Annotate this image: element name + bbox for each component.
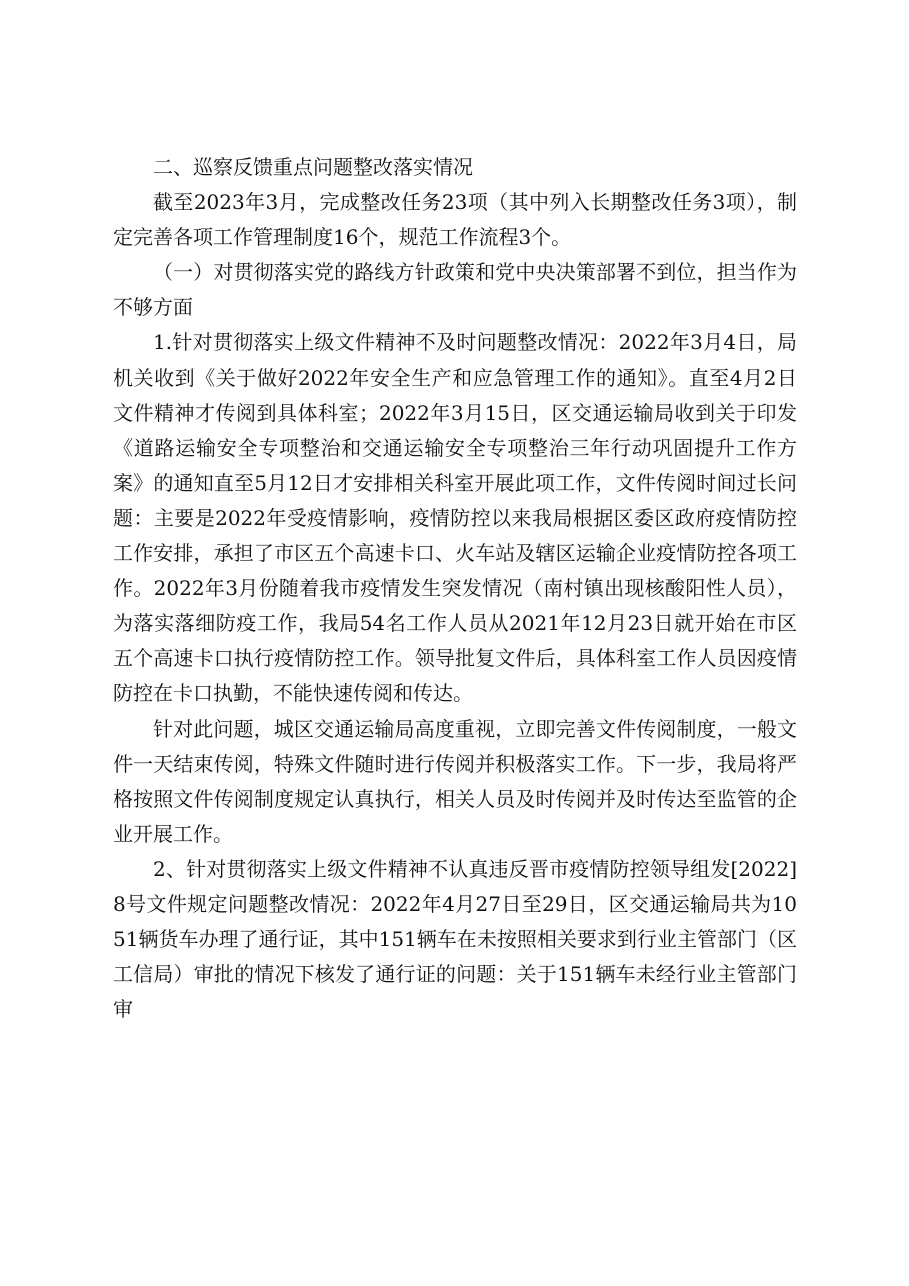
document-body: [113, 150, 797, 1027]
section-heading: 二、巡察反馈重点问题整改落实情况: [153, 155, 473, 179]
item-2-paragraph: 2、针对贯彻落实上级文件精神不认真违反晋市疫情防控领导组发[2022]8号文件规定问题整改情况：2022年4月27日至29日，区交通运输局共为1051辆货车办理了通行证，其中151辆车在未按照相关要求到行业主管部门（区工信局）审批的情况下核发了通行证的问题：关于151辆车未经行业主管部门审: [113, 856, 797, 1022]
summary-paragraph: 截至2023年3月，完成整改任务23项（其中列入长期整改任务3项），制定完善各项工作管理制度16个，规范工作流程3个。: [113, 190, 797, 250]
item-1-paragraph: 1.针对贯彻落实上级文件精神不及时问题整改情况：2022年3月4日，局机关收到《关于做好2022年安全生产和应急管理工作的通知》。直至4月2日文件精神才传阅到具体科室；2022年3月15日，区交通运输局收到关于印发《道路运输安全专项整治和交通运输安全专项整治三年行动巩固提升工作方案》的通知直至5月12日才安排相关科室开展此项工作，文件传阅时间过长问题：主要是2022年受疫情影响，疫情防控以来我局根据区委区政府疫情防控工作安排，承担了市区五个高速卡口、火车站及辖区运输企业疫情防控各项工作。2022年3月份随着我市疫情发生突发情况（南村镇出现核酸阳性人员），为落实落细防疫工作，我局54名工作人员从2021年12月23日就开始在市区五个高速卡口执行疫情防控工作。领导批复文件后，具体科室工作人员因疫情防控在卡口执勤，不能快速传阅和传达。: [113, 330, 797, 706]
subsection-heading: （一）对贯彻落实党的路线方针政策和党中央决策部署不到位，担当作为不够方面: [113, 260, 797, 320]
item-1-measures-paragraph: 针对此问题，城区交通运输局高度重视，立即完善文件传阅制度，一般文件一天结束传阅，特殊文件随时进行传阅并积极落实工作。下一步，我局将严格按照文件传阅制度规定认真执行，相关人员及时传阅并及时传达至监管的企业开展工作。: [113, 716, 797, 846]
